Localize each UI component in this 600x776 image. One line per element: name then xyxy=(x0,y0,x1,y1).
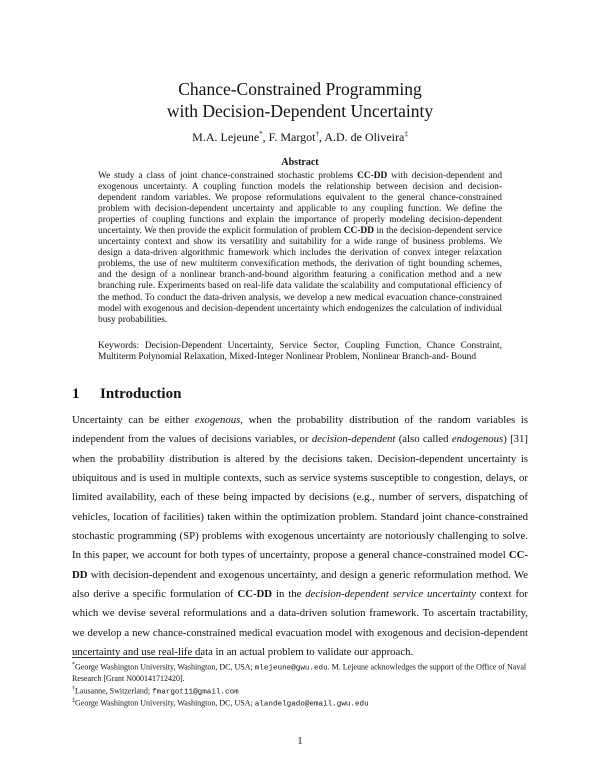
intro-part: ) [31] when the probability distribution is altered by the decisions taken. Decision-dependent uncertainty is ubiquitous and is used in multiple contexts, such as service systems susceptible to congestion, delays, or limited availability, each of these being impacted by decisions (e.g., number of servers, dispatching of vehicles, location of facilities) taken within the optimization problem. Standard joint chance-constrained stochastic programming (SP) problems with exogenous uncertainty are notoriously challenging to solve. In this paper, we account for both types of uncertainty, propose a general chance-constrained model xyxy=(72,433,529,562)
intro-ccdd: CC-DD xyxy=(237,588,273,601)
footnote-email-link[interactable]: fmargot11@gmail.com xyxy=(152,688,239,697)
footnote-text: George Washington University, Washington, DC, USA; xyxy=(75,698,255,708)
footnote-text: George Washington University, Washington, DC, USA; xyxy=(75,662,255,672)
author-lejeune: M.A. Lejeune xyxy=(192,130,260,144)
section-number: 1 xyxy=(72,386,80,402)
keywords: Keywords: Decision-Dependent Uncertainty, Service Sector, Coupling Function, Chance Constraint, Multiterm Polynomial Relaxation, Mixed-Integer Nonlinear Problem, Nonlinear Branch-and- Bound xyxy=(98,341,502,362)
abstract-part: with decision-dependent and exogenous uncertainty. A coupling function models the relationship between decision and decision-dependent random variables. We propose reformulations equivalent to the general chance-constrained problem with decision-dependent uncertainty and applicable to any coupling function. We define the properties of coupling functions and explain the importance of properly modeling decision-dependent uncertainty. We then provide the explicit formulation of problem xyxy=(98,171,503,237)
intro-part: , when the probability distribution of the random variables is independent from the values of decisions variables, or xyxy=(72,414,528,446)
footnote-mark: * xyxy=(72,662,75,668)
title-line-2: with Decision-Dependent Uncertainty xyxy=(166,101,434,121)
footnote-mark: ‡ xyxy=(72,698,75,704)
intro-ccdd: CC-DD xyxy=(72,549,528,581)
author-oliveira: A.D. de Oliveira xyxy=(324,130,405,144)
author-mark-1: * xyxy=(259,130,263,138)
intro-part: context for which we devise several reformulations and a data-driven solution framework. To ascertain tractability, we develop a new chance-constrained medical evacuation model with exogenous and decision-dependent uncertainty and use real-life data in an actual problem to validate our approach. xyxy=(72,588,528,659)
abstract-part: in the decision-dependent service uncertainty context and show its versatility and suitability for a wide range of business problems. We design a data-driven algorithmic framework which includes the derivation of convex integer relaxation problems, the use of new multiterm convexification methods, the derivation of tight bounding schemes, and the design of a nonlinear branch-and-bound algorithm featuring a conification method and a new branching rule. Experiments based on real-life data validate the scalability and computational efficiency of the method. To conduct the data-driven analysis, we develop a new medical evacuation chance-constrained model with exogenous and decision-dependent uncertainty which endogenizes the calculation of individual busy probabilities. xyxy=(98,226,502,325)
footnote-email-link[interactable]: mlejeune@gwu.edu xyxy=(254,664,328,673)
author-margot: F. Margot xyxy=(268,130,316,144)
author-separator: , xyxy=(318,130,325,144)
title-line-1: Chance-Constrained Programming xyxy=(178,79,422,99)
page-number: 1 xyxy=(297,736,303,747)
intro-part: (also called xyxy=(395,433,452,446)
paper-title xyxy=(0,78,600,122)
abstract-part: We study a class of joint chance-constrained stochastic problems xyxy=(98,171,358,181)
intro-part: with decision-dependent and exogenous uncertainty, and design a generic reformulation method. We also derive a specific formulation of xyxy=(72,568,528,601)
abstract-ccdd: CC-DD xyxy=(343,226,374,237)
term-decision-dependent: decision-dependent xyxy=(311,433,396,446)
footnote-1 xyxy=(72,660,530,685)
section-title: Introduction xyxy=(100,386,182,402)
author-list xyxy=(0,130,600,145)
section-heading xyxy=(72,386,181,403)
footnote-rule xyxy=(72,657,202,658)
footnote-3 xyxy=(72,696,530,710)
abstract-text xyxy=(98,171,502,326)
footnote-text: . M. Lejeune acknowledges the support of the Office of Naval Research [Grant N000141712420]. xyxy=(72,662,527,684)
term-dsu: decision-dependent service uncertainty xyxy=(305,588,477,601)
footnote-text: Lausanne, Switzerland; xyxy=(75,686,153,696)
abstract-heading: Abstract xyxy=(281,157,319,168)
author-separator: , xyxy=(262,130,269,144)
intro-part: in the xyxy=(272,588,306,601)
footnote-email-link[interactable]: alandelgado@email.gwu.edu xyxy=(254,700,369,709)
introduction-paragraph xyxy=(72,411,528,662)
abstract-ccdd: CC-DD xyxy=(357,171,388,181)
intro-part: Uncertainty can be either xyxy=(72,414,195,426)
term-exogenous: exogenous xyxy=(194,414,241,426)
footnote-mark: † xyxy=(72,686,75,692)
author-mark-2: † xyxy=(315,130,319,138)
term-endogenous: endogenous xyxy=(451,433,504,446)
author-mark-3: ‡ xyxy=(404,130,408,138)
